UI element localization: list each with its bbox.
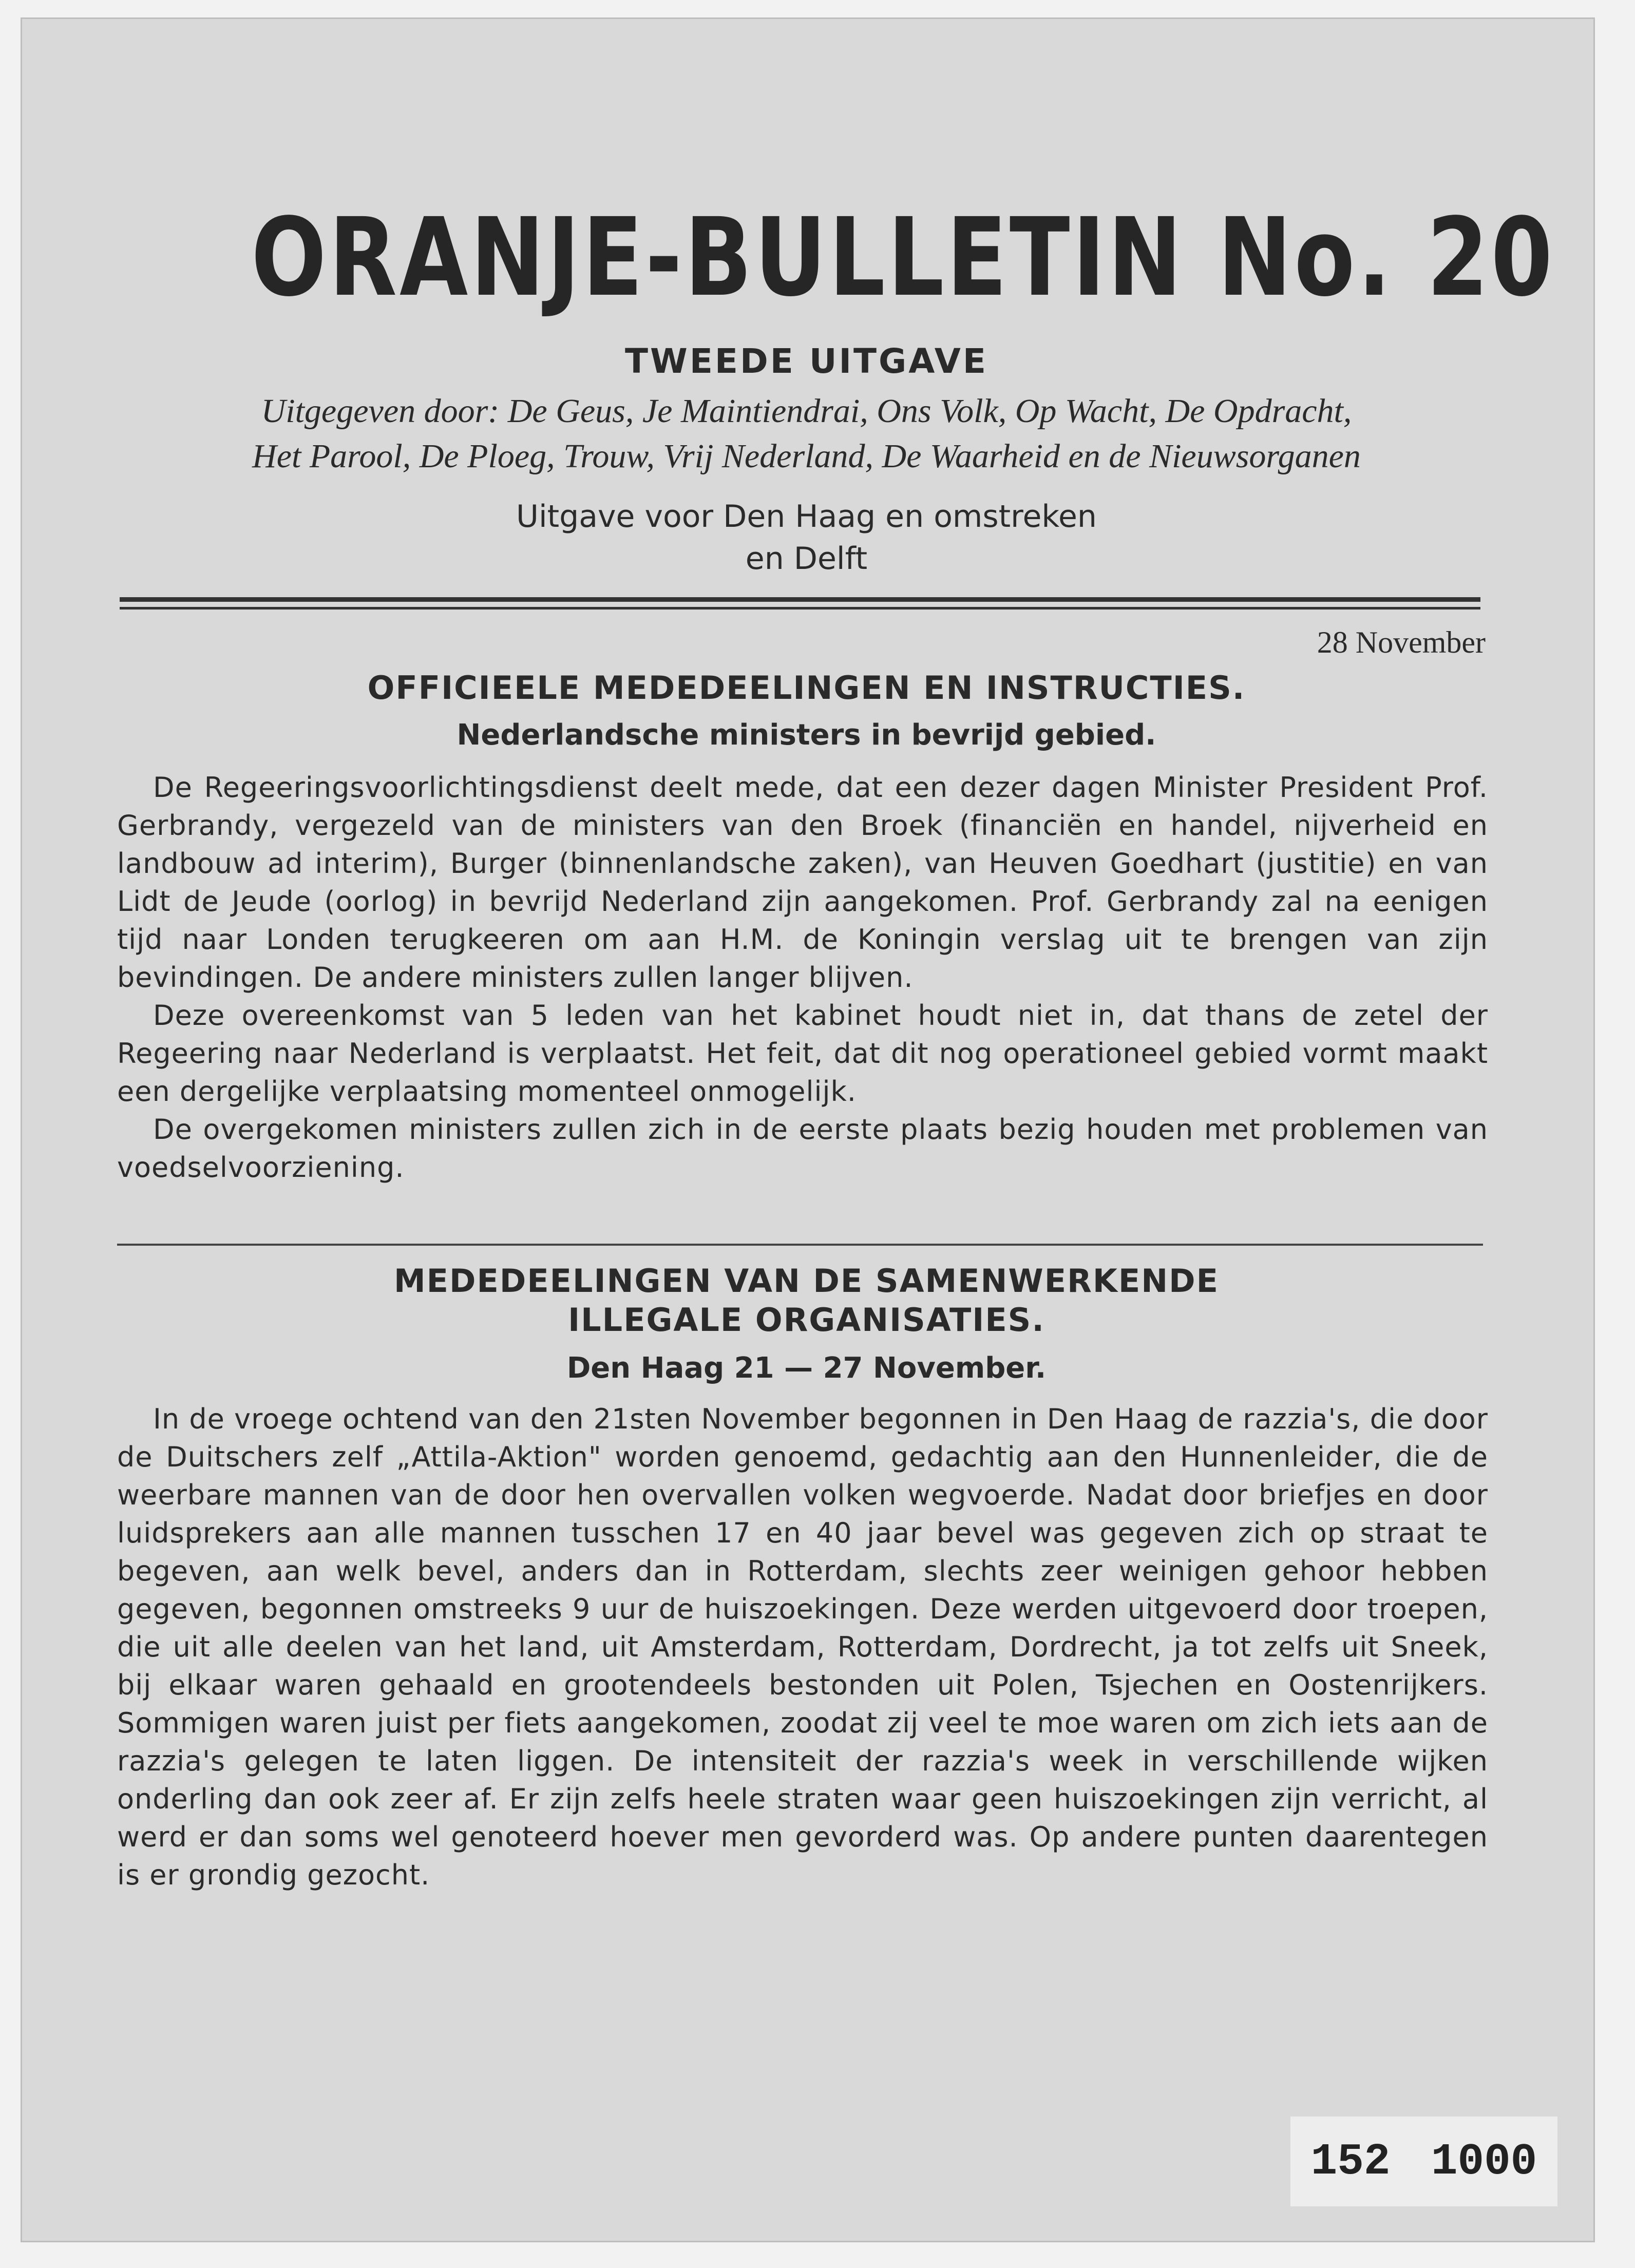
publishers-list [97, 389, 1516, 479]
masthead-divider [120, 597, 1480, 609]
section2-paragraph: In de vroege ochtend van den 21sten November begonnen in Den Haag de razzia's, die door de Duitschers zelf „Attila-Aktion" worden genoemd, gedachtig aan den Hunnenleider, die de weerbare mannen van de door hen overvallen volken wegvoerde. Nadat door briefjes en door luidsprekers aan alle mannen tusschen 17 en 40 jaar bevel was gegeven zich op straat te begeven, aan welk bevel, anders dan in Rotterdam, slechts zeer weinigen gehoor hebben gegeven, begonnen omstreeks 9 uur de huiszoekingen. Deze werden uitgevoerd door troepen, die uit alle deelen van het land, uit Amsterdam, Rotterdam, Dordrecht, ja tot zelfs uit Sneek, bij elkaar waren gehaald en grootendeels bestonden uit Polen, Tsjechen en Oostenrijkers. Sommigen waren juist per fiets aangekomen, zoodat zij veel te moe waren om zich iets aan de razzia's gelegen te laten liggen. De intensiteit der razzia's week in verschillende wijken onderling dan ook zeer af. Er zijn zelfs heele straten waar geen huiszoekingen zijn verricht, al werd er dan soms wel genoteerd hoever men gevorderd was. Op andere punten daarentegen is er grondig gezocht. [117, 1403, 1488, 1891]
section2-subtitle: Den Haag 21 — 27 November. [566, 1351, 1047, 1385]
section2-body [117, 1400, 1488, 1894]
archive-stamp [1290, 2117, 1557, 2206]
section1-paragraph: De Regeeringsvoorlichtingsdienst deelt mede, dat een dezer dagen Minister President Prof. Gerbrandy, vergezeld van de ministers van den Broek (financiën en handel, nijverheid en landbouw ad interim), Burger (binnenlandsche zaken), van Heuven Goedhart (justitie) en van Lidt de Jeude (oorlog) in bevrijd Nederland zijn aangekomen. Prof. Gerbrandy zal na eenigen tijd naar Londen terugkeeren om aan H.M. de Koningin verslag uit te brengen van zijn bevindingen. De andere ministers zullen langer blijven. [117, 771, 1488, 994]
section2-title [97, 1262, 1516, 1340]
stamp-left-number: 152 [1310, 2136, 1391, 2187]
section1-paragraph: Deze overeenkomst van 5 leden van het kabinet houdt niet in, dat thans de zetel der Regeering naar Nederland is verplaatst. Het feit, dat dit nog operationeel gebied vormt maakt een dergelijke verplaatsing momenteel onmogelijk. [117, 999, 1488, 1108]
edition-label: TWEEDE UITGAVE [625, 341, 988, 381]
region-info [97, 495, 1516, 580]
publishers-line-2: Het Parool, De Ploeg, Trouw, Vrij Nederland, De Waarheid en de Nieuwsorganen [252, 437, 1361, 475]
region-line-2: en Delft [745, 541, 868, 577]
section1-title [97, 669, 1516, 708]
section1-title-text: OFFICIEELE MEDEDEELINGEN EN INSTRUCTIES. [367, 669, 1246, 707]
region-line-1: Uitgave voor Den Haag en omstreken [516, 499, 1097, 535]
section1-paragraph: De overgekomen ministers zullen zich in de eerste plaats bezig houden met problemen van voedselvoorziening. [117, 1113, 1488, 1184]
stamp-right-number: 1000 [1431, 2136, 1537, 2187]
scanned-photo [21, 17, 1595, 2242]
section2-title-line-1: MEDEDEELINGEN VAN DE SAMENWERKENDE [393, 1262, 1219, 1300]
publishers-line-1: Uitgegeven door: De Geus, Je Maintiendrai, Ons Volk, Op Wacht, De Opdracht, [261, 392, 1352, 430]
issue-date: 28 November [1317, 625, 1486, 659]
section1-body [117, 769, 1488, 1187]
bulletin-page [97, 19, 1555, 2241]
section2-title-line-2: ILLEGALE ORGANISATIES. [568, 1301, 1045, 1339]
section1-subtitle: Nederlandsche ministers in bevrijd gebied. [457, 718, 1156, 752]
bulletin-title: ORANJE-BULLETIN No. 20 [251, 195, 1555, 320]
section-divider [117, 1244, 1483, 1246]
